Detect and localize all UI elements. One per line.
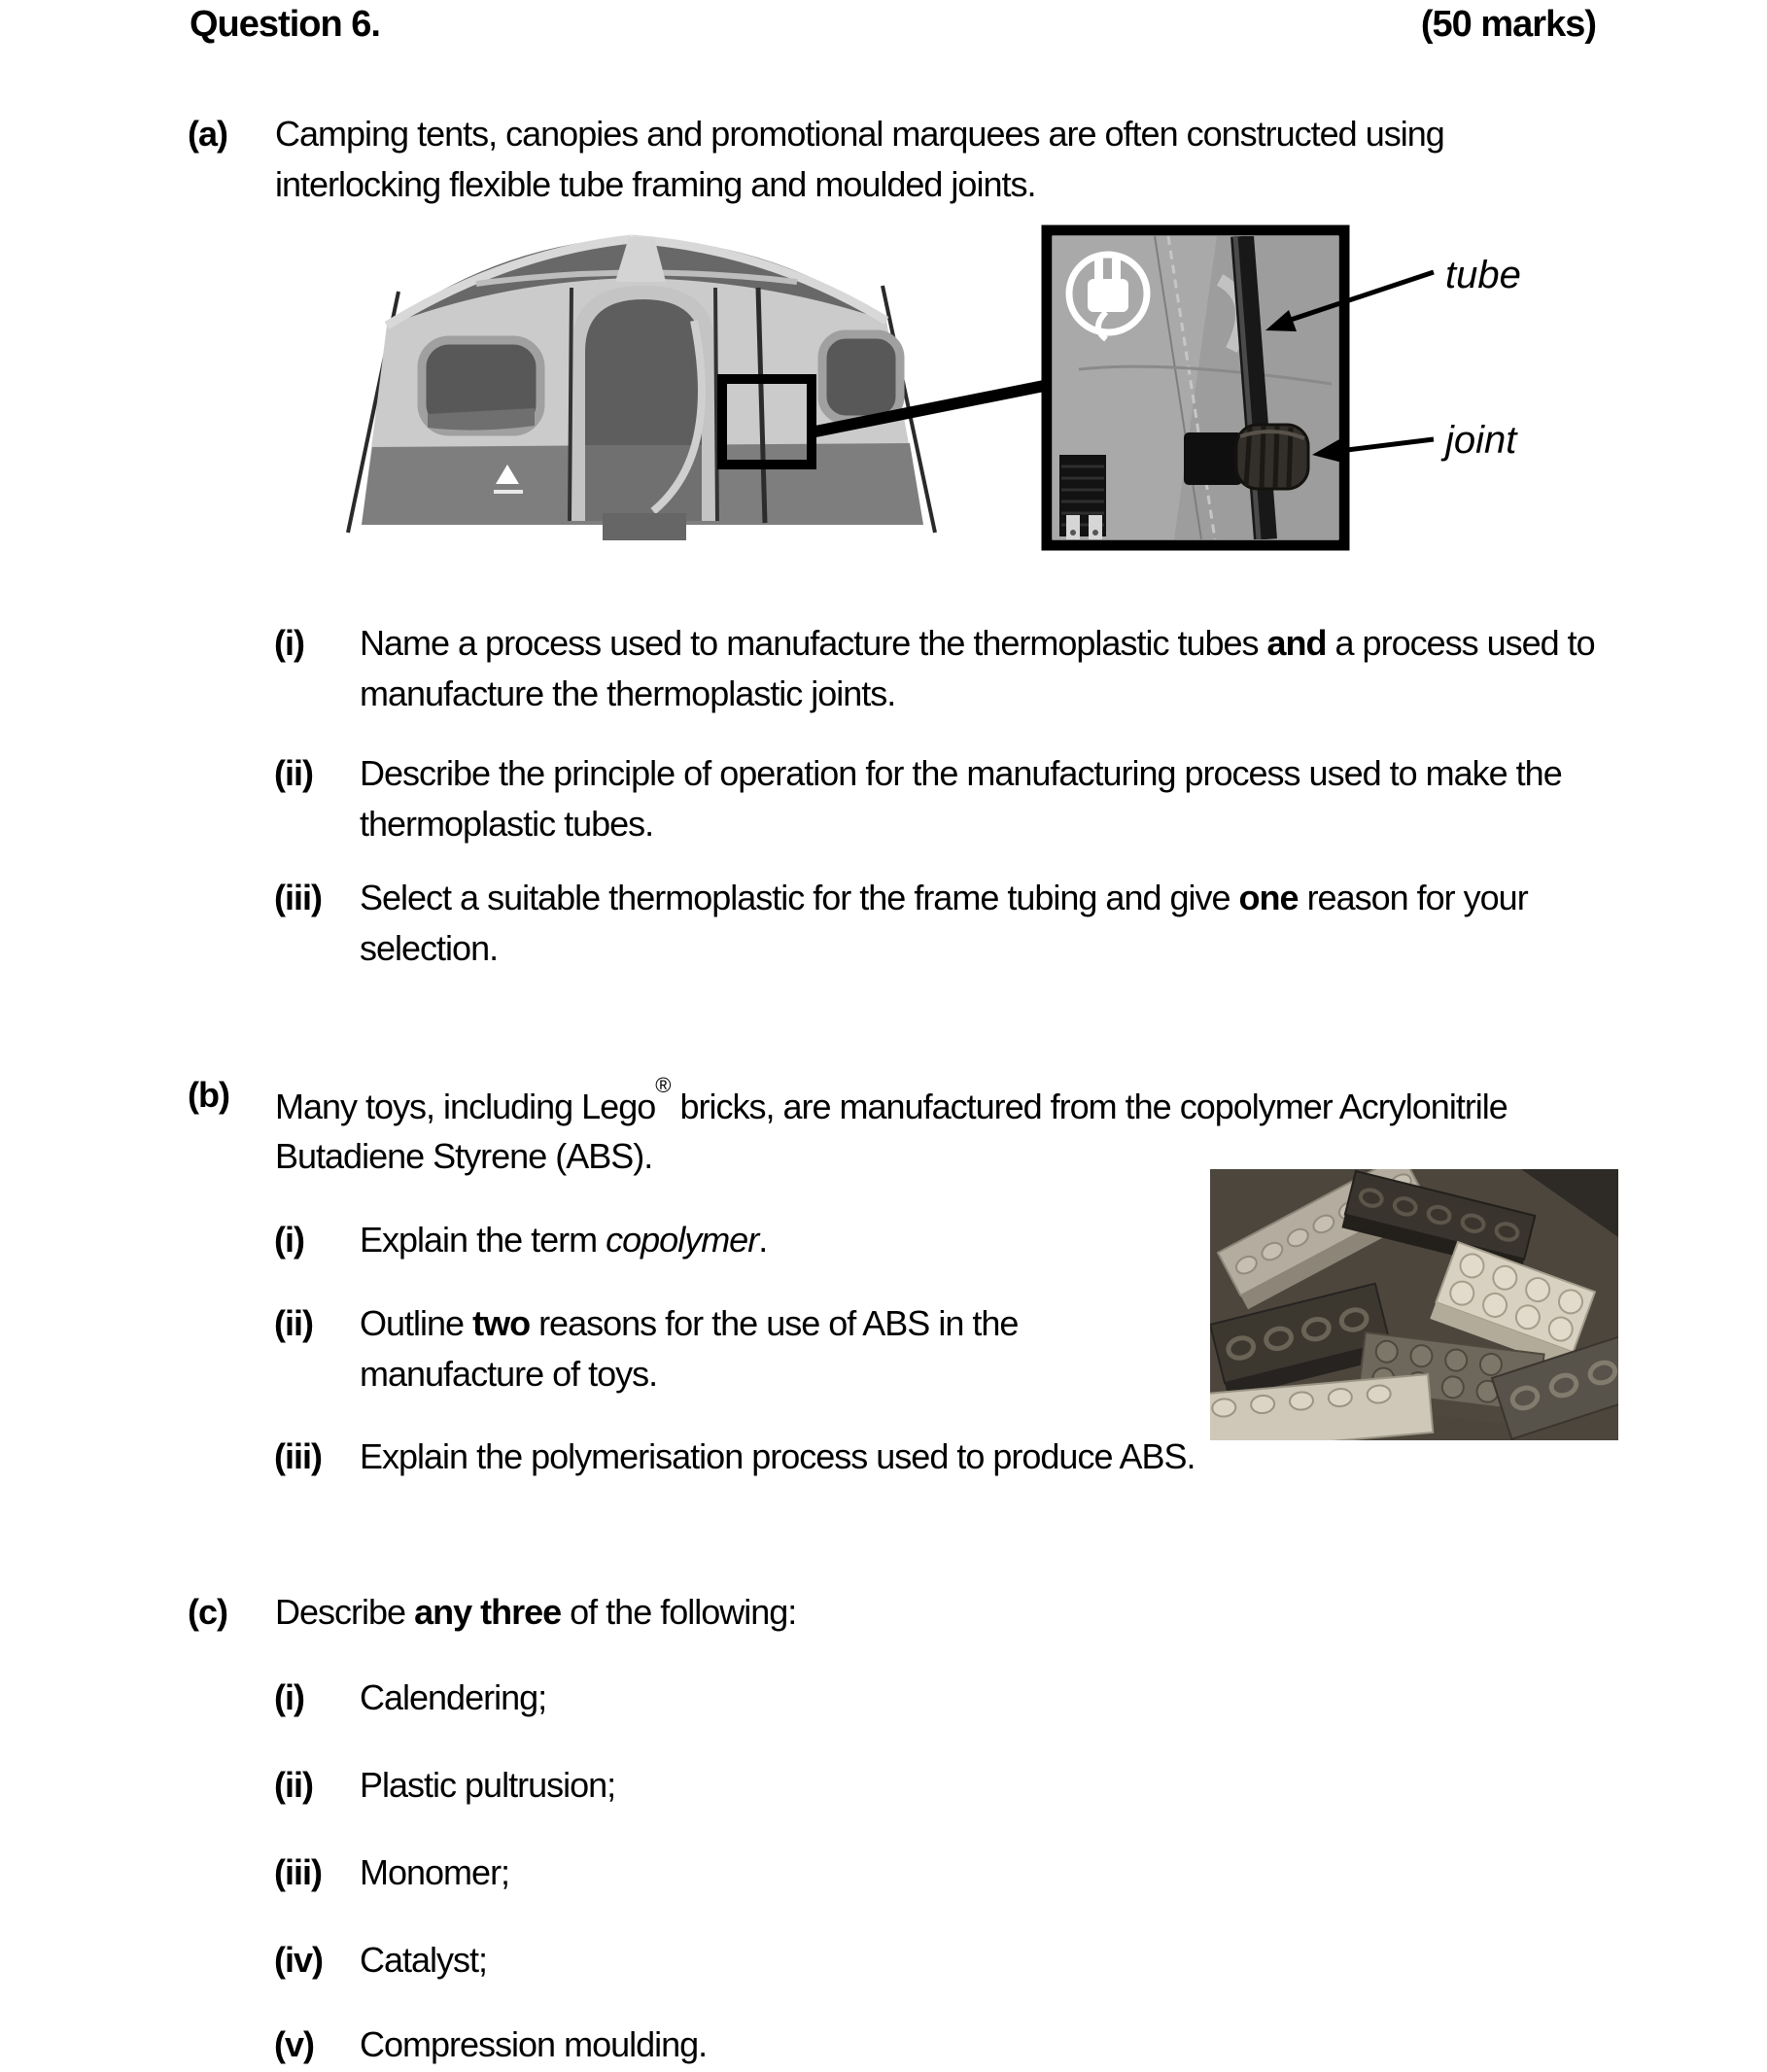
text-line [275, 159, 1444, 210]
part-a-label: (a) [188, 114, 227, 154]
segment: Catalyst; [360, 1940, 488, 1980]
segment-bold: one [1238, 878, 1299, 917]
segment: Describe the principle of operation for the manufacturing process used to make the [360, 753, 1562, 793]
text-line [360, 748, 1562, 799]
question-title: Question 6. [190, 4, 380, 45]
text-line [360, 1349, 1018, 1399]
tube-label: tube [1445, 254, 1521, 296]
text-line [275, 109, 1444, 159]
part-c-intro [275, 1587, 796, 1638]
segment: Butadiene Styrene (ABS). [275, 1136, 653, 1176]
segment: Name a process used to manufacture the thermoplastic tubes [360, 623, 1267, 663]
item-b-ii-text [360, 1298, 1018, 1399]
item-b-i-label: (i) [274, 1220, 304, 1260]
segment-bold: and [1266, 623, 1327, 663]
item-b-i-text [360, 1215, 767, 1265]
item-a-i-text [360, 618, 1595, 719]
segment: Calendering; [360, 1677, 547, 1717]
segment: Explain the polymerisation process used to produce ABS. [360, 1436, 1195, 1476]
text-line [360, 923, 1528, 974]
item-c-ii-label: (ii) [274, 1765, 313, 1805]
text-line [360, 1760, 615, 1811]
item-c-iv-text [360, 1935, 487, 1986]
segment: selection. [360, 928, 499, 968]
joint-label: joint [1445, 419, 1517, 462]
segment: . [758, 1220, 768, 1260]
item-c-i-label: (i) [274, 1677, 304, 1717]
segment: manufacture of toys. [360, 1354, 658, 1394]
lego-bricks-photo [1210, 1169, 1618, 1440]
text-line [360, 1848, 509, 1898]
text-line [360, 618, 1595, 669]
segment: a process used to [1326, 623, 1595, 663]
segment-bold: any three [414, 1592, 562, 1632]
item-b-iii-text [360, 1432, 1195, 1482]
item-c-v-text [360, 2020, 707, 2070]
item-c-ii-text [360, 1760, 615, 1811]
text-line [360, 1673, 546, 1723]
item-a-ii-text [360, 748, 1562, 849]
segment: Explain the term [360, 1220, 606, 1260]
joint-arrow [1339, 439, 1434, 451]
segment: bricks, are manufactured from the copolymer Acrylonitrile [671, 1087, 1507, 1126]
registered-trademark-symbol: ® [655, 1073, 672, 1097]
part-a-intro-line2: interlocking flexible tube framing and moulded joints. [275, 164, 1036, 204]
tent-and-joint-figure [340, 224, 1633, 564]
tent-photo [348, 237, 935, 540]
item-a-i-label: (i) [274, 623, 304, 663]
item-b-iii-label: (iii) [274, 1436, 322, 1476]
part-a-intro-line1: Camping tents, canopies and promotional marquees are often constructed using [275, 114, 1444, 154]
item-b-ii-label: (ii) [274, 1303, 313, 1343]
segment: Select a suitable thermoplastic for the frame tubing and give [360, 878, 1239, 917]
segment: Describe [275, 1592, 415, 1632]
segment: reason for your [1298, 878, 1528, 917]
tent-door-lower [585, 445, 702, 521]
segment-italic: copolymer [606, 1220, 759, 1260]
part-c-label: (c) [188, 1592, 227, 1632]
item-c-v-label: (v) [274, 2024, 314, 2064]
closeup-buckle-hole [1092, 530, 1098, 535]
segment: Outline [360, 1303, 473, 1343]
text-line [360, 1432, 1195, 1482]
segment: Compression moulding. [360, 2024, 708, 2064]
item-a-iii-label: (iii) [274, 878, 322, 917]
closeup-joint-block [1184, 432, 1242, 485]
tent-pole [570, 288, 572, 521]
segment: Many toys, including Lego [275, 1087, 656, 1126]
item-a-ii-label: (ii) [274, 753, 313, 793]
tent-window-right [822, 334, 900, 420]
joint-closeup-photo [1047, 230, 1344, 545]
text-line [360, 1935, 487, 1986]
item-a-iii-text [360, 873, 1528, 974]
segment: reasons for the use of ABS in the [530, 1303, 1019, 1343]
item-c-iii-text [360, 1848, 509, 1898]
segment: Monomer; [360, 1852, 510, 1892]
segment: of the following: [561, 1592, 797, 1632]
text-line [360, 2020, 707, 2070]
closeup-buckle-prong [1089, 515, 1102, 539]
text-line [360, 669, 1595, 719]
item-c-i-text [360, 1673, 546, 1723]
text-line [275, 1587, 796, 1638]
text-line [275, 1070, 1507, 1127]
text-line [360, 799, 1562, 849]
part-b-label: (b) [188, 1075, 229, 1115]
closeup-buckle-prong [1066, 515, 1080, 539]
segment: thermoplastic tubes. [360, 804, 654, 844]
segment: manufacture the thermoplastic joints. [360, 673, 896, 713]
closeup-buckle-hole [1070, 530, 1076, 535]
tent-logo-text [494, 490, 523, 494]
segment-bold: two [472, 1303, 531, 1343]
tent-door-flap [603, 513, 686, 540]
marks-label: (50 marks) [1420, 4, 1596, 45]
text-line [360, 1215, 767, 1265]
tent-pole [715, 288, 717, 521]
part-b-intro [275, 1070, 1507, 1185]
part-a-intro [275, 109, 1444, 210]
segment: Plastic pultrusion; [360, 1765, 616, 1805]
text-line [360, 1298, 1018, 1349]
text-line [360, 873, 1528, 923]
item-c-iv-label: (iv) [274, 1940, 323, 1980]
item-c-iii-label: (iii) [274, 1852, 322, 1892]
